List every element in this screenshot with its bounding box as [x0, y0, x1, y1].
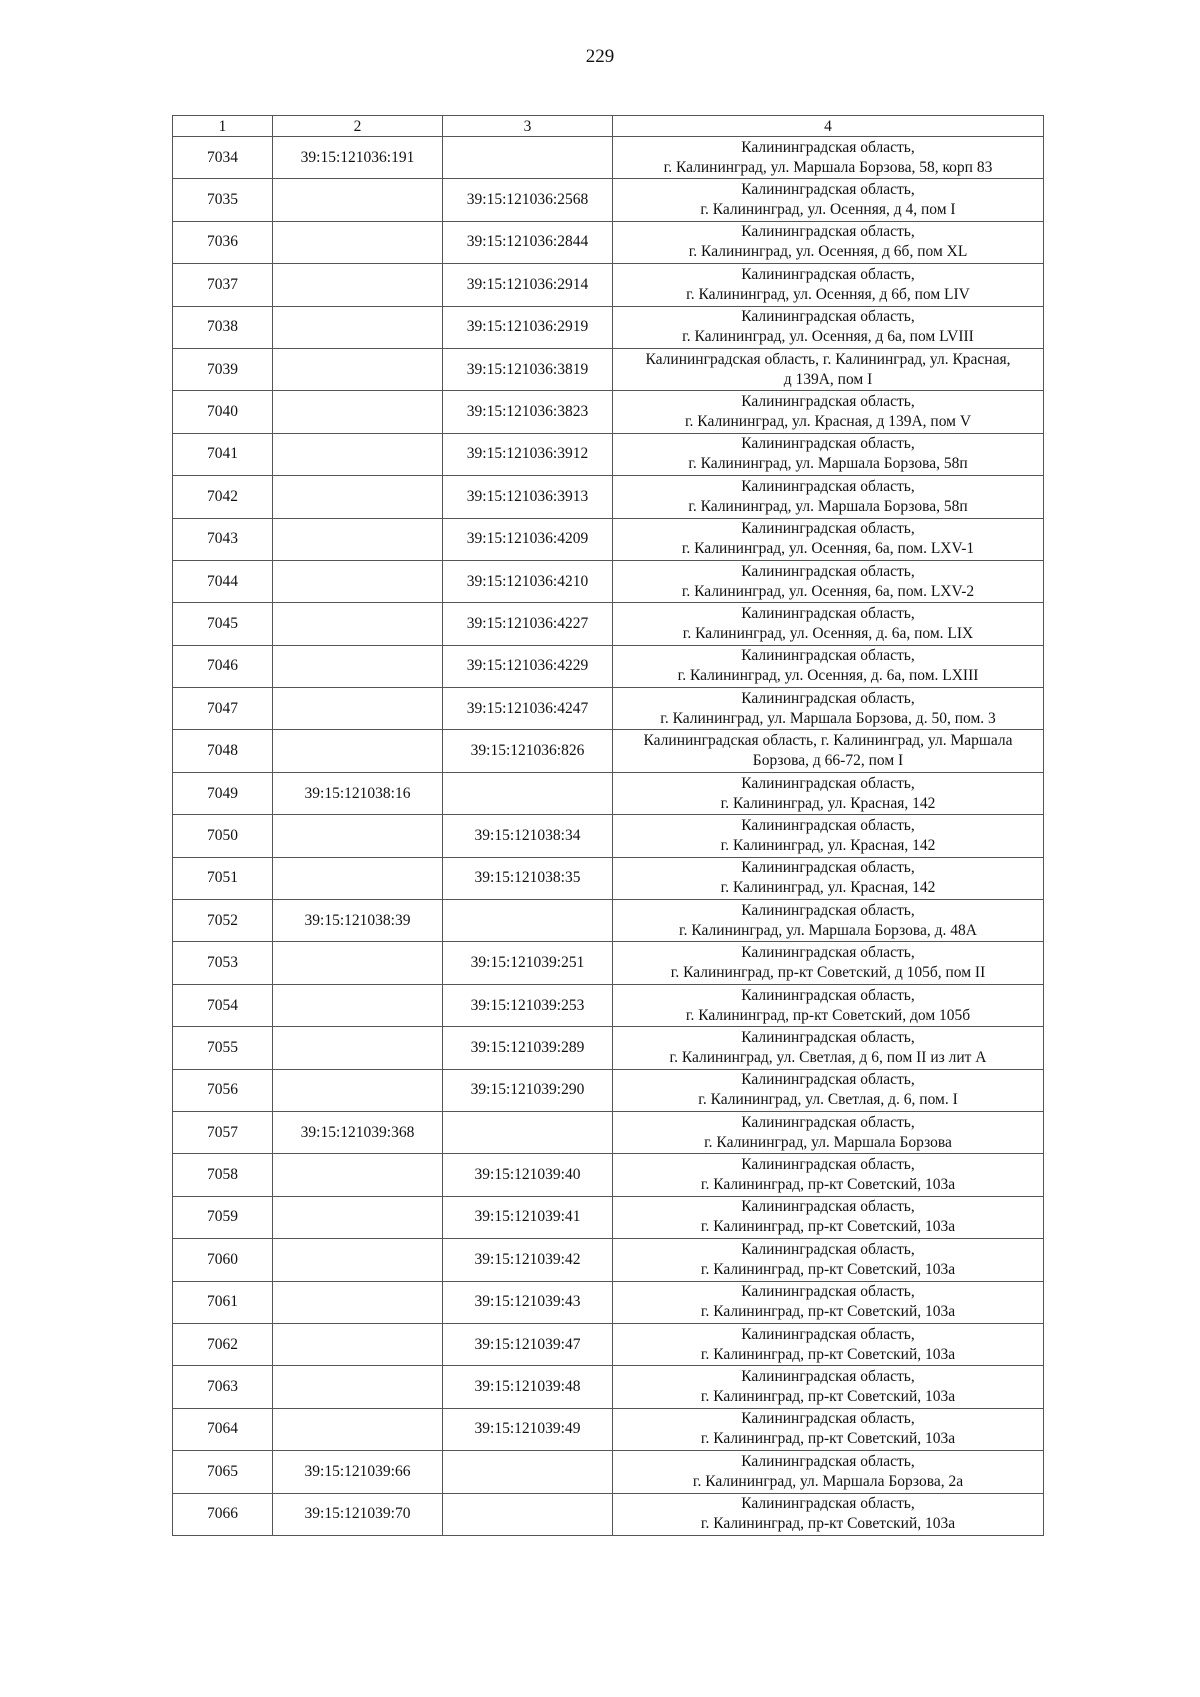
address-line-2: г. Калининград, пр-кт Советский, 103а — [700, 1430, 956, 1448]
cadastral-number-cell — [273, 603, 443, 645]
address-line-2: г. Калининград, ул. Осенняя, д 6а, пом LVIII — [682, 328, 974, 346]
row-number-cell: 7064 — [173, 1408, 273, 1450]
premises-number-cell — [443, 772, 613, 814]
cadastral-number-cell — [273, 306, 443, 348]
table-row — [173, 1239, 1044, 1281]
address-cell — [613, 1239, 1044, 1281]
address-cell — [613, 518, 1044, 560]
address-line-2: г. Калининград, ул. Маршала Борзова — [704, 1133, 952, 1151]
table-row — [173, 1154, 1044, 1196]
address-cell — [613, 1069, 1044, 1111]
header-col-2: 2 — [273, 116, 443, 137]
row-number-cell: 7047 — [173, 688, 273, 730]
address-cell — [613, 1493, 1044, 1535]
address-line-2: г. Калининград, ул. Светлая, д 6, пом II из лит А — [669, 1048, 987, 1066]
address-line-1: Калининградская область, г. Калининград, ул. Маршала — [643, 732, 1013, 750]
row-number-cell: 7062 — [173, 1323, 273, 1365]
row-number-cell: 7052 — [173, 900, 273, 942]
address-line-1: Калининградская область, — [741, 1071, 915, 1089]
address-line-2: г. Калининград, ул. Осенняя, 6а, пом. LXV-2 — [681, 582, 975, 600]
address-line-1: Калининградская область, — [741, 1198, 915, 1216]
premises-number-cell: 39:15:121036:2568 — [443, 179, 613, 221]
table-row — [173, 942, 1044, 984]
premises-number-cell — [443, 1111, 613, 1153]
address-line-1: Калининградская область, — [741, 1325, 915, 1343]
cadastral-number-cell — [273, 1027, 443, 1069]
premises-number-cell: 39:15:121036:3912 — [443, 433, 613, 475]
cadastral-number-cell — [273, 942, 443, 984]
address-line-2: г. Калининград, ул. Осенняя, д. 6а, пом. LIX — [682, 624, 974, 642]
premises-number-cell: 39:15:121038:35 — [443, 857, 613, 899]
address-line-2: г. Калининград, пр-кт Советский, дом 105б — [685, 1006, 971, 1024]
address-cell — [613, 264, 1044, 306]
premises-number-cell: 39:15:121038:34 — [443, 815, 613, 857]
address-line-2: г. Калининград, пр-кт Советский, 103а — [700, 1218, 956, 1236]
premises-number-cell: 39:15:121036:4209 — [443, 518, 613, 560]
address-line-2: г. Калининград, ул. Маршала Борзова, 58, корп 83 — [663, 158, 993, 176]
table-row — [173, 1281, 1044, 1323]
row-number-cell: 7034 — [173, 137, 273, 179]
premises-number-cell: 39:15:121036:826 — [443, 730, 613, 772]
address-cell — [613, 645, 1044, 687]
table-row — [173, 1323, 1044, 1365]
row-number-cell: 7038 — [173, 306, 273, 348]
cadastral-number-cell — [273, 518, 443, 560]
row-number-cell: 7040 — [173, 391, 273, 433]
address-line-2: г. Калининград, ул. Маршала Борзова, 58п — [688, 455, 968, 473]
address-line-2: г. Калининград, ул. Маршала Борзова, д. 50, пом. 3 — [660, 709, 996, 727]
row-number-cell: 7054 — [173, 984, 273, 1026]
cadastral-number-cell — [273, 221, 443, 263]
address-line-2: г. Калининград, пр-кт Советский, 103а — [700, 1260, 956, 1278]
premises-number-cell: 39:15:121036:3823 — [443, 391, 613, 433]
cadastral-number-cell — [273, 179, 443, 221]
row-number-cell: 7056 — [173, 1069, 273, 1111]
cadastral-number-cell — [273, 815, 443, 857]
address-cell — [613, 984, 1044, 1026]
address-line-2: г. Калининград, ул. Осенняя, д 4, пом I — [700, 201, 956, 219]
address-cell — [613, 1366, 1044, 1408]
address-cell — [613, 900, 1044, 942]
cadastral-number-cell: 39:15:121039:66 — [273, 1451, 443, 1493]
address-line-1: Калининградская область, — [741, 986, 915, 1004]
row-number-cell: 7042 — [173, 476, 273, 518]
cadastral-number-cell — [273, 688, 443, 730]
cadastral-number-cell — [273, 1323, 443, 1365]
table-row — [173, 348, 1044, 390]
premises-number-cell: 39:15:121039:41 — [443, 1196, 613, 1238]
address-line-2: г. Калининград, пр-кт Советский, 103а — [700, 1303, 956, 1321]
row-number-cell: 7057 — [173, 1111, 273, 1153]
table-row — [173, 730, 1044, 772]
table-row — [173, 179, 1044, 221]
address-line-1: Калининградская область, — [741, 308, 915, 326]
premises-number-cell: 39:15:121039:289 — [443, 1027, 613, 1069]
cadastral-number-cell — [273, 1281, 443, 1323]
address-line-1: Калининградская область, — [741, 265, 915, 283]
cadastral-number-cell — [273, 560, 443, 602]
table-row — [173, 1366, 1044, 1408]
address-cell — [613, 221, 1044, 263]
premises-number-cell: 39:15:121039:43 — [443, 1281, 613, 1323]
row-number-cell: 7058 — [173, 1154, 273, 1196]
address-line-2: г. Калининград, ул. Красная, д 139А, пом V — [684, 413, 972, 431]
table-row — [173, 518, 1044, 560]
cadastral-number-cell: 39:15:121038:39 — [273, 900, 443, 942]
premises-number-cell: 39:15:121039:290 — [443, 1069, 613, 1111]
address-line-2: г. Калининград, ул. Красная, 142 — [720, 794, 936, 812]
address-line-2: г. Калининград, пр-кт Советский, 103а — [700, 1345, 956, 1363]
address-line-2: г. Калининград, пр-кт Советский, д 105б, пом II — [670, 964, 986, 982]
premises-number-cell: 39:15:121036:3913 — [443, 476, 613, 518]
address-line-2: г. Калининград, ул. Осенняя, 6а, пом. LXV-1 — [681, 540, 975, 558]
address-cell — [613, 603, 1044, 645]
cadastral-number-cell — [273, 391, 443, 433]
table-row — [173, 603, 1044, 645]
cadastral-number-cell — [273, 476, 443, 518]
address-line-1: Калининградская область, — [741, 816, 915, 834]
registry-table — [172, 115, 1044, 1536]
address-line-1: Калининградская область, — [741, 647, 915, 665]
row-number-cell: 7063 — [173, 1366, 273, 1408]
address-line-1: Калининградская область, — [741, 901, 915, 919]
address-line-1: Калининградская область, — [741, 1156, 915, 1174]
header-col-3: 3 — [443, 116, 613, 137]
premises-number-cell: 39:15:121039:253 — [443, 984, 613, 1026]
cadastral-number-cell — [273, 1154, 443, 1196]
table-row — [173, 137, 1044, 179]
address-cell — [613, 306, 1044, 348]
cadastral-number-cell — [273, 730, 443, 772]
address-line-2: г. Калининград, ул. Маршала Борзова, д. 48А — [679, 921, 977, 939]
address-line-2: г. Калининград, ул. Маршала Борзова, 2а — [692, 1472, 964, 1490]
table-row — [173, 221, 1044, 263]
table-row — [173, 688, 1044, 730]
cadastral-number-cell — [273, 1239, 443, 1281]
premises-number-cell — [443, 1493, 613, 1535]
row-number-cell: 7037 — [173, 264, 273, 306]
address-line-1: Калининградская область, — [741, 1410, 915, 1428]
premises-number-cell — [443, 1451, 613, 1493]
row-number-cell: 7066 — [173, 1493, 273, 1535]
cadastral-number-cell — [273, 433, 443, 475]
row-number-cell: 7053 — [173, 942, 273, 984]
premises-number-cell: 39:15:121039:251 — [443, 942, 613, 984]
table-row — [173, 433, 1044, 475]
address-line-1: Калининградская область, — [741, 1240, 915, 1258]
table-row — [173, 1111, 1044, 1153]
address-line-2: г. Калининград, ул. Светлая, д. 6, пом. I — [698, 1091, 958, 1109]
cadastral-number-cell: 39:15:121039:70 — [273, 1493, 443, 1535]
address-line-1: Калининградская область, — [741, 1452, 915, 1470]
address-cell — [613, 772, 1044, 814]
address-line-2: Борзова, д 66-72, пом I — [752, 752, 904, 770]
address-cell — [613, 730, 1044, 772]
cadastral-number-cell — [273, 1366, 443, 1408]
row-number-cell: 7044 — [173, 560, 273, 602]
header-row — [173, 116, 1044, 137]
address-line-1: Калининградская область, — [741, 689, 915, 707]
address-line-1: Калининградская область, — [741, 774, 915, 792]
table-row — [173, 857, 1044, 899]
table-row — [173, 900, 1044, 942]
address-line-2: г. Калининград, пр-кт Советский, 103а — [700, 1515, 956, 1533]
address-cell — [613, 1154, 1044, 1196]
address-line-1: Калининградская область, — [741, 477, 915, 495]
table-row — [173, 476, 1044, 518]
row-number-cell: 7048 — [173, 730, 273, 772]
address-cell — [613, 815, 1044, 857]
cadastral-number-cell — [273, 1408, 443, 1450]
address-cell — [613, 942, 1044, 984]
premises-number-cell: 39:15:121036:2844 — [443, 221, 613, 263]
address-cell — [613, 1196, 1044, 1238]
premises-number-cell: 39:15:121036:4247 — [443, 688, 613, 730]
address-line-1: Калининградская область, — [741, 1495, 915, 1513]
table-row — [173, 815, 1044, 857]
row-number-cell: 7039 — [173, 348, 273, 390]
address-cell — [613, 1323, 1044, 1365]
address-cell — [613, 476, 1044, 518]
address-cell — [613, 433, 1044, 475]
address-cell — [613, 391, 1044, 433]
row-number-cell: 7043 — [173, 518, 273, 560]
address-cell — [613, 1451, 1044, 1493]
row-number-cell: 7050 — [173, 815, 273, 857]
address-line-1: Калининградская область, — [741, 520, 915, 538]
cadastral-number-cell — [273, 1069, 443, 1111]
address-line-2: г. Калининград, ул. Осенняя, д. 6а, пом. LXIII — [677, 667, 979, 685]
table-row — [173, 1069, 1044, 1111]
table-row — [173, 391, 1044, 433]
address-line-2: г. Калининград, пр-кт Советский, 103а — [700, 1388, 956, 1406]
address-line-1: Калининградская область, — [741, 562, 915, 580]
address-line-1: Калининградская область, — [741, 435, 915, 453]
address-line-1: Калининградская область, — [741, 1028, 915, 1046]
row-number-cell: 7041 — [173, 433, 273, 475]
row-number-cell: 7059 — [173, 1196, 273, 1238]
header-col-1: 1 — [173, 116, 273, 137]
premises-number-cell: 39:15:121036:4229 — [443, 645, 613, 687]
cadastral-number-cell: 39:15:121036:191 — [273, 137, 443, 179]
row-number-cell: 7036 — [173, 221, 273, 263]
row-number-cell: 7055 — [173, 1027, 273, 1069]
address-line-2: д 139А, пом I — [783, 370, 873, 388]
address-line-1: Калининградская область, — [741, 1368, 915, 1386]
cadastral-number-cell: 39:15:121039:368 — [273, 1111, 443, 1153]
table-row — [173, 984, 1044, 1026]
address-line-1: Калининградская область, — [741, 604, 915, 622]
row-number-cell: 7060 — [173, 1239, 273, 1281]
row-number-cell: 7065 — [173, 1451, 273, 1493]
address-line-1: Калининградская область, — [741, 138, 915, 156]
premises-number-cell: 39:15:121036:4227 — [443, 603, 613, 645]
address-line-2: г. Калининград, ул. Осенняя, д 6б, пом XL — [688, 243, 968, 261]
address-cell — [613, 688, 1044, 730]
address-cell — [613, 1281, 1044, 1323]
cadastral-number-cell: 39:15:121038:16 — [273, 772, 443, 814]
premises-number-cell: 39:15:121036:2914 — [443, 264, 613, 306]
cadastral-number-cell — [273, 645, 443, 687]
row-number-cell: 7045 — [173, 603, 273, 645]
premises-number-cell: 39:15:121036:3819 — [443, 348, 613, 390]
header-col-4: 4 — [613, 116, 1044, 137]
premises-number-cell: 39:15:121039:40 — [443, 1154, 613, 1196]
premises-number-cell: 39:15:121039:47 — [443, 1323, 613, 1365]
premises-number-cell — [443, 137, 613, 179]
address-cell — [613, 1408, 1044, 1450]
cadastral-number-cell — [273, 984, 443, 1026]
cadastral-number-cell — [273, 857, 443, 899]
row-number-cell: 7046 — [173, 645, 273, 687]
table-row — [173, 560, 1044, 602]
address-line-1: Калининградская область, — [741, 1113, 915, 1131]
table-row — [173, 1196, 1044, 1238]
cadastral-number-cell — [273, 348, 443, 390]
premises-number-cell: 39:15:121036:2919 — [443, 306, 613, 348]
address-cell — [613, 1111, 1044, 1153]
table-row — [173, 645, 1044, 687]
premises-number-cell: 39:15:121039:49 — [443, 1408, 613, 1450]
address-line-2: г. Калининград, ул. Красная, 142 — [720, 836, 936, 854]
table-row — [173, 772, 1044, 814]
address-cell — [613, 137, 1044, 179]
address-line-1: Калининградская область, — [741, 181, 915, 199]
address-line-1: Калининградская область, — [741, 944, 915, 962]
address-cell — [613, 857, 1044, 899]
address-cell — [613, 560, 1044, 602]
table-row — [173, 1451, 1044, 1493]
address-line-1: Калининградская область, — [741, 393, 915, 411]
table-body — [173, 137, 1044, 1536]
table-row — [173, 264, 1044, 306]
row-number-cell: 7061 — [173, 1281, 273, 1323]
premises-number-cell: 39:15:121039:42 — [443, 1239, 613, 1281]
cadastral-number-cell — [273, 264, 443, 306]
address-line-2: г. Калининград, ул. Осенняя, д 6б, пом LIV — [686, 285, 970, 303]
address-line-1: Калининградская область, — [741, 223, 915, 241]
premises-number-cell: 39:15:121036:4210 — [443, 560, 613, 602]
page-number: 229 — [585, 46, 615, 67]
row-number-cell: 7049 — [173, 772, 273, 814]
address-line-1: Калининградская область, г. Калининград, ул. Красная, — [645, 350, 1011, 368]
address-line-2: г. Калининград, ул. Красная, 142 — [720, 879, 936, 897]
address-cell — [613, 1027, 1044, 1069]
row-number-cell: 7035 — [173, 179, 273, 221]
address-cell — [613, 179, 1044, 221]
address-line-2: г. Калининград, пр-кт Советский, 103а — [700, 1176, 956, 1194]
cadastral-number-cell — [273, 1196, 443, 1238]
table-row — [173, 1027, 1044, 1069]
table-row — [173, 306, 1044, 348]
table-header — [173, 116, 1044, 137]
table-row — [173, 1408, 1044, 1450]
address-cell — [613, 348, 1044, 390]
premises-number-cell — [443, 900, 613, 942]
address-line-2: г. Калининград, ул. Маршала Борзова, 58п — [688, 497, 968, 515]
address-line-1: Калининградская область, — [741, 1283, 915, 1301]
row-number-cell: 7051 — [173, 857, 273, 899]
premises-number-cell: 39:15:121039:48 — [443, 1366, 613, 1408]
address-line-1: Калининградская область, — [741, 859, 915, 877]
table-row — [173, 1493, 1044, 1535]
